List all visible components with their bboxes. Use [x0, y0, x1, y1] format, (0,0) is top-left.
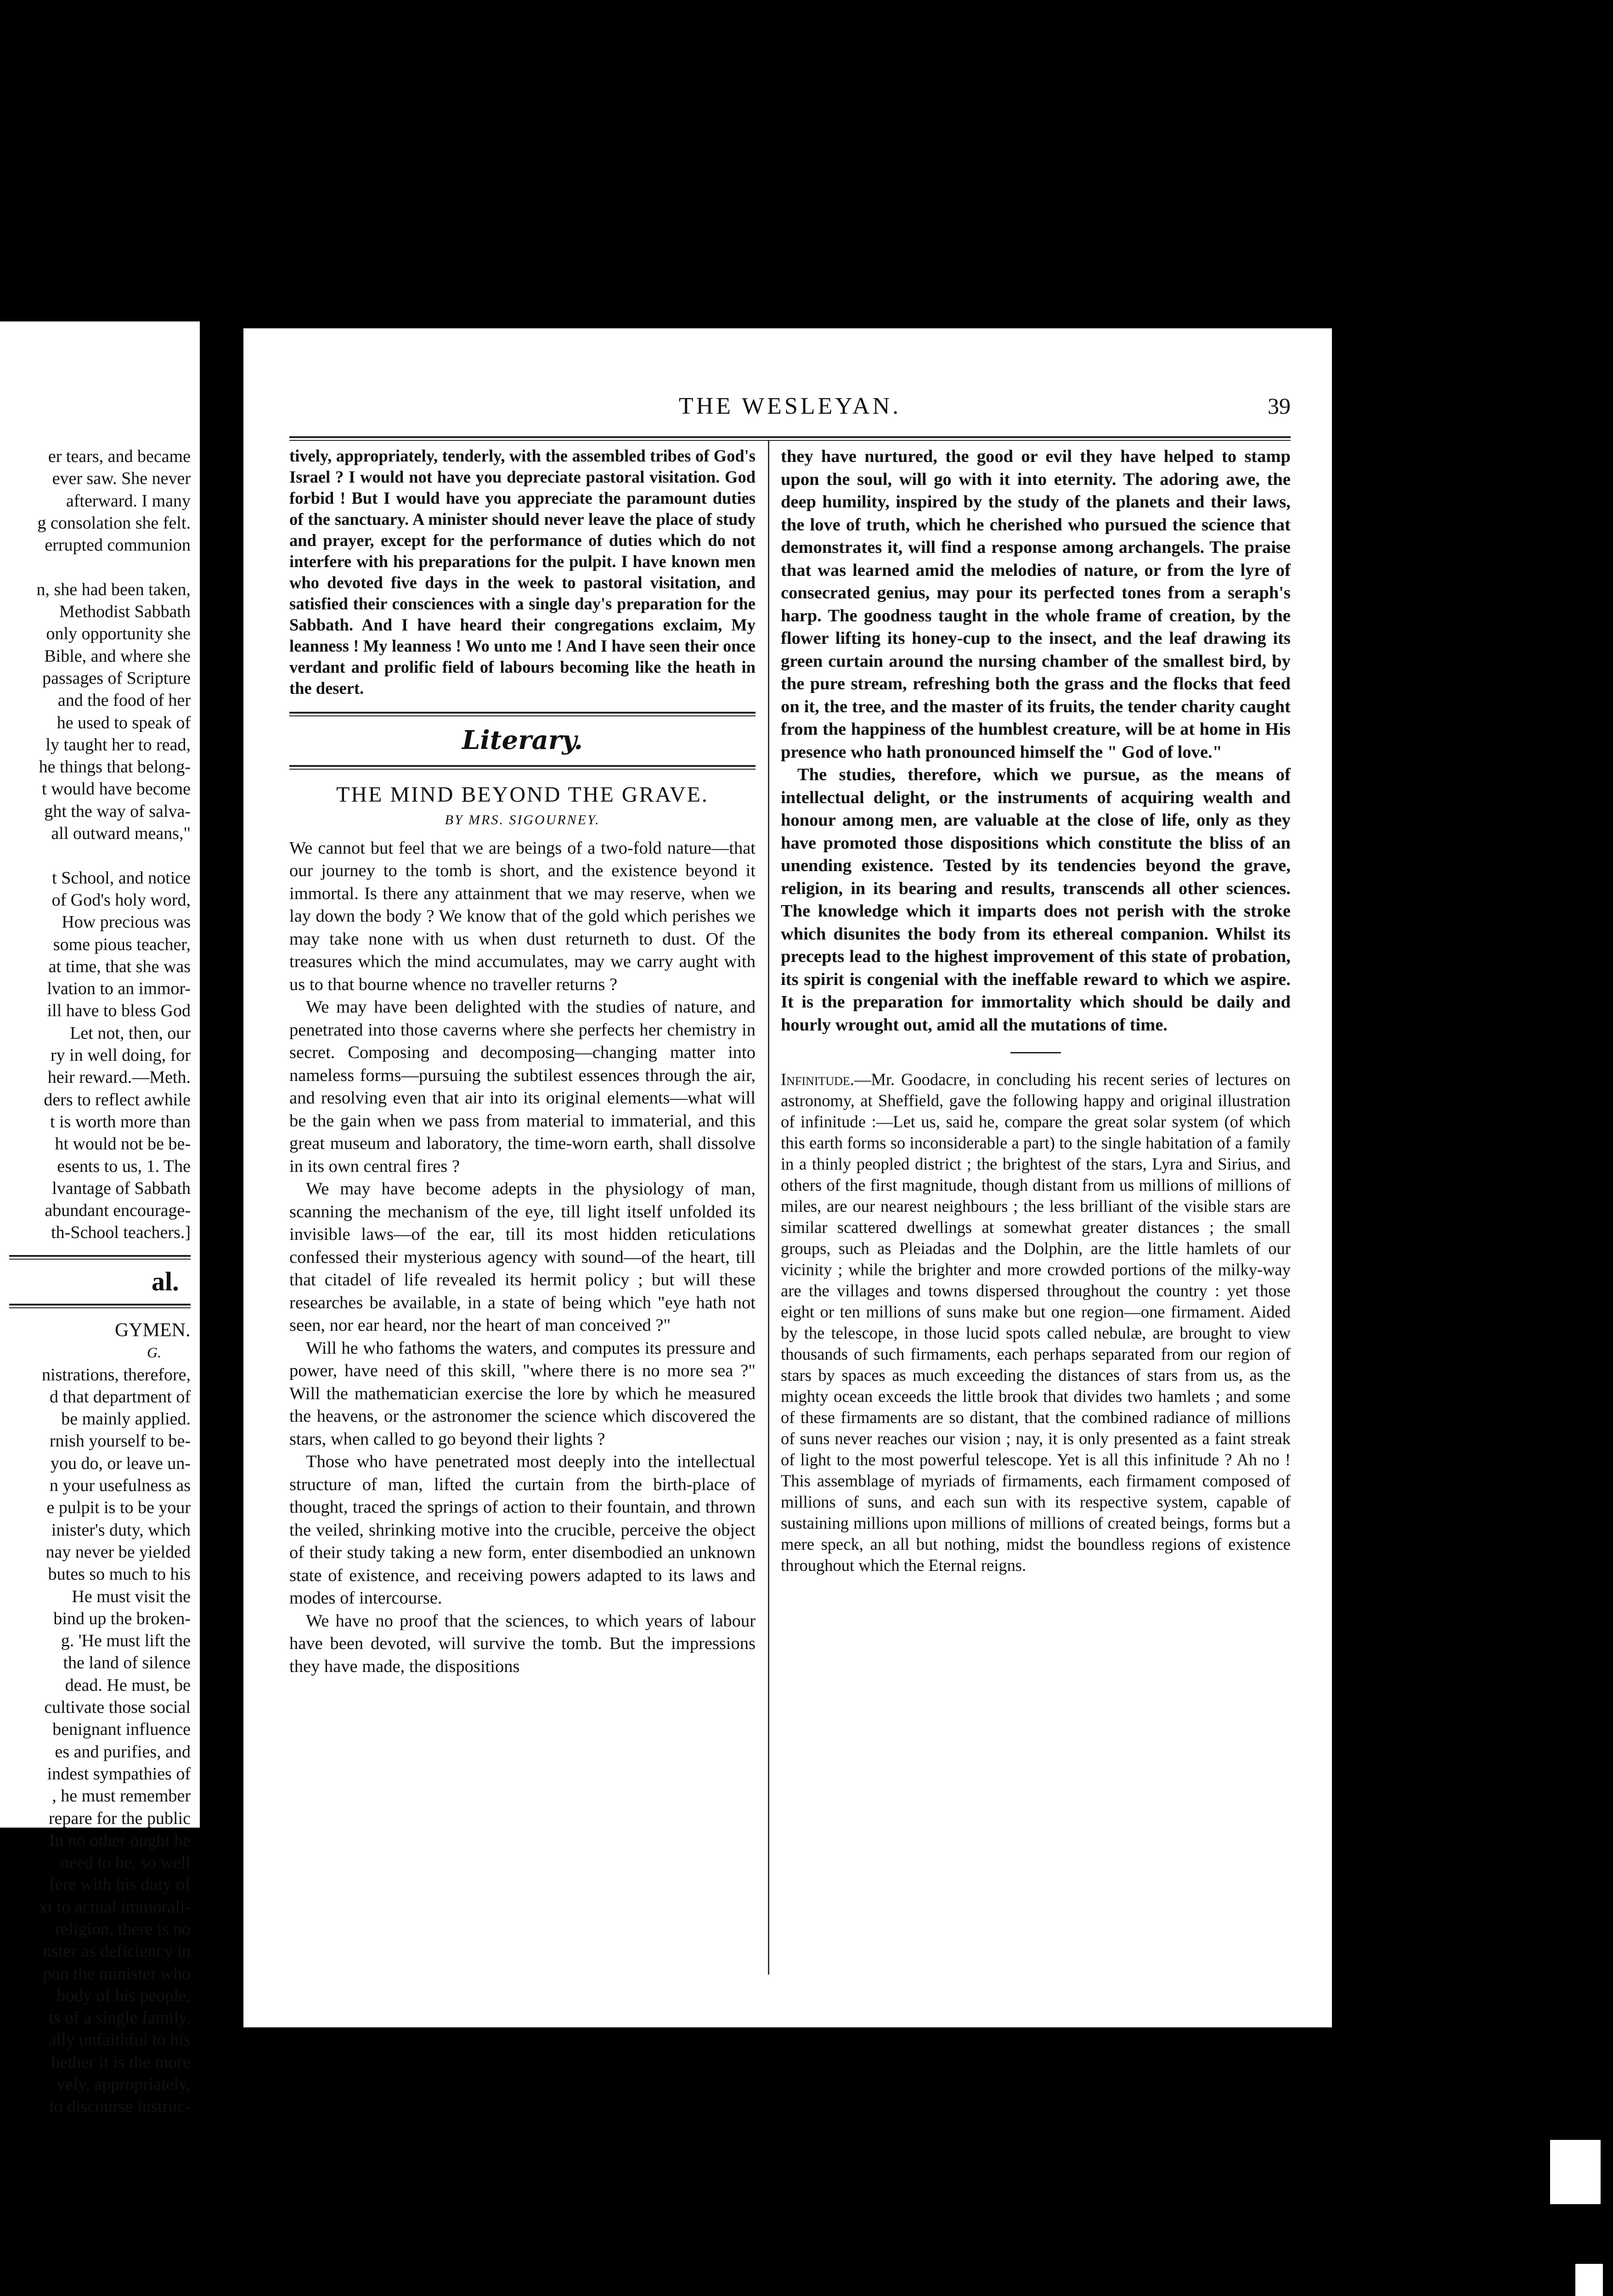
header-rule [289, 436, 1291, 441]
right-column [781, 445, 1291, 1576]
text-line: abundant encourage- [45, 1201, 191, 1221]
text-line: How precious was [62, 912, 191, 932]
article-title-fragment: GYMEN. [115, 1319, 191, 1341]
text-line: vely, appropriately, [56, 2075, 191, 2094]
infinitude-text: —Mr. Goodacre, in concluding his recent series of lectures on astronomy, at Sheffield, gave the following happy and original illustration of infinitude :—Let us, said he, compare the great solar system (of which this earth forms so inconsiderable a part) to the single habitation of a family in a thinly peopled district ; the brightest of the stars, Lyra and Sirius, and others of the first magnitude, though distant from us millions of millions of miles, are our nearest neighbours ; the less brilliant of the visible stars are similar scattered dwellings at somewhat greater distances ; the small groups, such as Pleiadas and the Dolphin, are the little hamlets of our vicinity ; while the brighter and more crowded portions of the milky-way are the villages and towns dispersed throughout the country : yet those eight or ten millions of suns make but one region—one firmament. Aided by the telescope, in those lucid spots called nebulæ, are brought to view thousands of such firmaments, each perhaps separated from our region of stars by spaces as much exceeding the distances of stars from us, as the mighty ocean exceeds the little brook that divides two hamlets ; and some of these firmaments are so distant, that the combined radiance of millions of suns never reaches our vision ; nay, it is only presented as a faint streak of light to the most powerful telescope. Yet is all this infinitude ? Ah no ! This assemblage of myriads of firmaments, each firmament composed of millions of suns, and each sun with its respective system, capable of sustaining millions upon millions of millions of created beings, forms but a mere speck, an all but nothing, midst the boundless regions of existence throughout which the Eternal reigns. [781, 1070, 1291, 1575]
article-paragraph: We cannot but feel that we are beings of a two-fold nature—that our journey to the tomb is short, and the existence beyond it immortal. Is there any attainment that we may reserve, when we lay down the body ? We know that of the gold which perishes we may take none with us when dust returneth to dust. Of the treasures which the mind accumulates, may we carry aught with us to that bourne whence no traveller returns ? [289, 838, 756, 994]
text-line: t School, and notice [52, 868, 191, 888]
infinitude-label: Infinitude. [781, 1070, 854, 1089]
text-line: hether it is the more [51, 2052, 191, 2072]
text-line: es and purifies, and [55, 1742, 191, 1761]
text-line: nay never be yielded [45, 1542, 191, 1562]
text-line: of God's holy word, [51, 890, 191, 910]
text-line: He must visit the [72, 1587, 191, 1606]
text-line: repare for the public [48, 1808, 191, 1828]
text-line: n your usefulness as [49, 1476, 191, 1496]
separator-rule [1010, 1052, 1061, 1053]
text-line: nster as deficiency in [43, 1941, 191, 1961]
text-line: er tears, and became [48, 447, 191, 466]
text-line: cultivate those social [44, 1698, 191, 1717]
text-line: lvation to an immor- [47, 979, 191, 999]
text-line: ders to reflect awhile [44, 1090, 191, 1109]
text-line: butes so much to his [48, 1564, 191, 1584]
article-paragraph: We may have become adepts in the physiology of man, scanning the mechanism of the eye, till light itself unfolded its invisible laws—of the ear, till its most hidden reticulations confessed their mysterious agency with sound—of the heart, till that citadel of life revealed its hermit policy ; but will these researches be available, in a state of being which "eye hath not seen, nor ear heard, nor the heart of man conceived ?" [289, 1179, 756, 1335]
text-line: be mainly applied. [61, 1409, 191, 1429]
adjacent-text-bottom [9, 1364, 191, 2118]
text-line: ht would not be be- [55, 1134, 191, 1154]
section-rule [289, 765, 756, 770]
text-line: he things that belong- [39, 757, 191, 777]
text-line: lvantage of Sabbath [52, 1178, 191, 1198]
text-line: In no other ought he [49, 1830, 191, 1850]
byline: BY MRS. SIGOURNEY. [445, 812, 600, 827]
article-paragraph: Those who have penetrated most deeply into the intellectual structure of man, lifted the curtain from the birth-place of thought, traced the springs of action to their fountain, and thrown the veiled, shrinking motive into the crucible, perceive the object of their study taking a new form, enter disembodied an unknown state of existence, and receiving powers adapted to its laws and modes of intercourse. [289, 1452, 756, 1608]
text-line: Methodist Sabbath [59, 602, 191, 622]
text-line: ill have to bless God [47, 1001, 191, 1021]
section-rule [9, 1304, 191, 1308]
article-paragraph: We may have been delighted with the studies of nature, and penetrated into those caverns where she perfects her chemistry in secret. Composing and decomposing—changing matter into nameless forms—pursuing the subtilest essences through the air, and resolving even that air into its original elements—what will be the gain when we pass from material to immaterial, and this great museum and laboratory, the time-worn earth, shall dissolve in its own central fires ? [289, 997, 756, 1176]
text-line: e pulpit is to be your [46, 1498, 191, 1518]
text-line: xt to actual immorali- [39, 1897, 191, 1917]
text-line: g consolation she felt. [37, 513, 191, 533]
edge-mark [1575, 2264, 1603, 2296]
text-line: afterward. I many [66, 491, 191, 511]
text-line: t is worth more than [50, 1112, 191, 1131]
edge-mark [1550, 2140, 1601, 2204]
text-line: at time, that she was [48, 957, 191, 976]
text-line: the land of silence [63, 1653, 191, 1673]
text-line: Let not, then, our [70, 1023, 191, 1043]
article-title: THE MIND BEYOND THE GRAVE. [336, 782, 709, 807]
article-paragraph: We have no proof that the sciences, to which years of labour have been devoted, will survive the tomb. But the impressions they have made, the dispositions [289, 1611, 756, 1676]
text-line: n, she had been taken, [36, 580, 191, 599]
article-paragraph: they have nurtured, the good or evil they have helped to stamp upon the soul, will go with it into eternity. The adoring awe, the deep humility, inspired by the study of the planets and their laws, the love of truth, which he cherished who pursued the science that demonstrates it, will find a response among archangels. The praise that was learned amid the melodies of nature, or from the lyre of consecrated genius, may pour its perfected tones from a seraph's harp. The goodness taught in the whole frame of creation, by the flower lifting its honey-cup to the insect, and the leaf drawing its green curtain around the nursing chamber of the smallest bird, by the pure stream, refreshing both the grass and the flocks that feed on it, the tree, and the master of its fruits, the tender charity caught from the happiness of the humblest creature, will be at home in His presence who hath pronounced himself the " God of love." [781, 447, 1291, 762]
text-line: to discourse instruc- [49, 2097, 191, 2116]
text-line: all outward means," [51, 824, 191, 844]
text-line: bind up the broken- [53, 1609, 191, 1628]
text-line: nistrations, therefore, [42, 1365, 191, 1384]
text-line: t would have become [42, 779, 191, 799]
text-line: Bible, and where she [44, 646, 191, 666]
text-line: ts of a single family, [49, 2008, 191, 2028]
text-line: rnish yourself to be- [49, 1431, 191, 1451]
running-header [289, 393, 1291, 427]
text-line: religion, there is no [55, 1919, 191, 1939]
text-line: ly taught her to read, [45, 735, 191, 754]
text-line: only opportunity she [46, 624, 191, 644]
article-paragraph: The studies, therefore, which we pursue, as the means of intellectual delight, or the instruments of acquiring wealth and honour among men, are valuable at the close of life, only as they have promoted those dispositions which constitute the bliss of an unending existence. Tested by its tendencies beyond the grave, religion, in its bearing and results, transcends all other sciences. The knowledge which it imparts does not perish with the stroke which disunites the body from its ethereal companion. Whilst its precepts lead to the highest improvement of this state of probation, its spirit is congenial with the ineffable reward to which we aspire. It is the preparation for immortality which should be daily and hourly wrought out, amid all the mutations of time. [781, 765, 1291, 1035]
text-line: some pious teacher, [53, 934, 191, 954]
text-line: ally unfaithful to his [48, 2030, 191, 2050]
page-number: 39 [1268, 393, 1291, 419]
running-title: THE WESLEYAN. [678, 393, 902, 419]
text-line: ght the way of salva- [44, 801, 191, 821]
section-heading-fragment: al. [152, 1266, 179, 1296]
text-line: th-School teachers.] [51, 1223, 191, 1243]
adjacent-page-column [9, 445, 191, 2118]
text-line: heir reward.—Meth. [47, 1068, 191, 1087]
text-line [9, 844, 191, 867]
text-line: dead. He must, be [65, 1675, 191, 1695]
text-line: benignant influence [52, 1720, 191, 1739]
text-line: body of his people, [56, 1986, 191, 2005]
article-paragraph: Will he who fathoms the waters, and computes its pressure and power, have need of this skill, "where there is no more sea ?" Will the mathematician exercise the lore by which he measured the heavens, or the astronomer the science which discovered the stars, when called to go beyond their lights ? [289, 1338, 756, 1449]
text-line: errupted communion [45, 535, 191, 555]
text-line: need to be, so well [60, 1853, 191, 1873]
text-line [9, 556, 191, 578]
text-line: esents to us, 1. The [57, 1156, 191, 1176]
text-line: d that department of [49, 1387, 191, 1407]
column-divider [768, 441, 769, 1975]
infinitude-paragraph [781, 1069, 1291, 1576]
text-line: passages of Scripture [42, 668, 191, 688]
text-line: ever saw. She never [52, 469, 191, 489]
adjacent-text-top [9, 445, 191, 1244]
byline-fragment: G. [147, 1344, 162, 1361]
text-line: inister's duty, which [51, 1520, 191, 1540]
text-line: , he must remember [52, 1786, 191, 1806]
text-line: he used to speak of [56, 713, 191, 732]
center-column [289, 445, 756, 1678]
text-line: pon the minister who [43, 1964, 191, 1983]
section-rule [289, 712, 756, 716]
text-line: g. 'He must lift the [61, 1631, 191, 1651]
text-line: indest sympathies of [47, 1764, 191, 1784]
section-heading: Literary. [462, 725, 583, 755]
text-line: ry in well doing, for [50, 1046, 191, 1065]
text-line: fere with his duty of [49, 1875, 191, 1895]
text-line: and the food of her [57, 691, 191, 710]
opening-paragraph: tively, appropriately, tenderly, with the assembled tribes of God's Israel ? I would not have you depreciate pastoral visitation. God forbid ! But I would have you appreciate the paramount duties of the sanctuary. A minister should never leave the place of study and prayer, except for the performance of duties which do not interfere with his preparations for the pulpit. I have known men who devoted five days in the week to pastoral visitation, and satisfied their consciences with a single day's preparation for the Sabbath. And I have heard their congregations exclaim, My leanness ! My leanness ! Wo unto me ! And I have seen their once verdant and prolific field of labours becoming like the heath in the desert. [289, 446, 756, 698]
section-rule [9, 1255, 191, 1260]
text-line: you do, or leave un- [51, 1453, 191, 1473]
